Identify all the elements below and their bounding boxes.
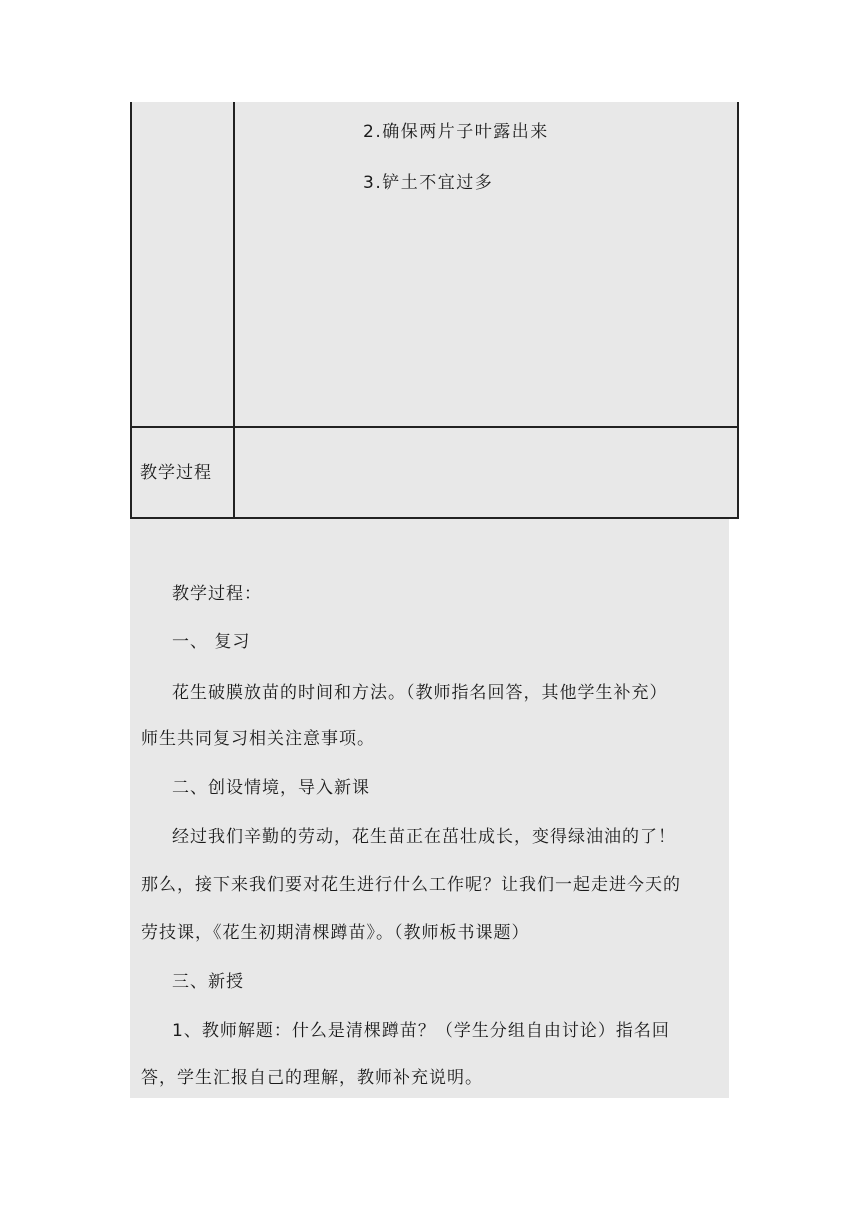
table-row-label: 教学过程 — [140, 463, 212, 483]
table-row-divider — [132, 426, 737, 428]
section-3-title: 三、新授 — [172, 972, 244, 992]
section-1-title: 一、 复习 — [172, 632, 251, 652]
paragraph-3-line-2: 答，学生汇报自己的理解，教师补充说明。 — [141, 1068, 483, 1088]
table-note-3: 3.铲土不宜过多 — [363, 173, 494, 193]
paragraph-2-line-1: 经过我们辛勤的劳动，花生苗正在茁壮成长，变得绿油油的了！ — [172, 827, 676, 847]
section-2-title: 二、创设情境，导入新课 — [172, 778, 370, 798]
lesson-body — [130, 519, 729, 1098]
paragraph-2-line-2: 那么，接下来我们要对花生进行什么工作呢？让我们一起走进今天的 — [141, 875, 681, 895]
paragraph-1-line-1: 花生破膜放苗的时间和方法。（教师指名回答，其他学生补充） — [172, 683, 668, 703]
paragraph-1-line-2: 师生共同复习相关注意事项。 — [141, 729, 375, 749]
body-heading: 教学过程： — [172, 584, 262, 604]
paragraph-2-line-3: 劳技课，《花生初期清棵蹲苗》。（教师板书课题） — [141, 923, 530, 943]
table-note-2: 2.确保两片子叶露出来 — [363, 122, 549, 142]
table-column-divider — [233, 102, 235, 517]
lesson-table — [130, 102, 739, 519]
paragraph-3-line-1: 1、教师解题：什么是清棵蹲苗？（学生分组自由讨论）指名回 — [172, 1021, 670, 1041]
